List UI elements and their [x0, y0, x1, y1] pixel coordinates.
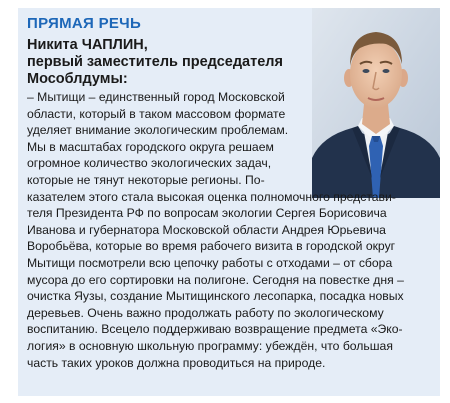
quote-text: [27, 89, 439, 371]
quote-line: теля Президента РФ по вопросам экологии Сергея Борисовича: [27, 206, 387, 221]
quote-line: деревьев. Очень важно продолжать работу по экологическому: [27, 305, 384, 320]
quote-line: воспитанию. Всецело поддерживаю возвращение предмета «Эко-: [27, 322, 403, 337]
quote-line: Воробьёва, которые во время рабочего визита в городской округ: [27, 239, 396, 254]
quote-line: уделяет внимание экологическим проблемам.: [27, 123, 289, 138]
quote-line: мусора до его сортировки на полигоне. Сегодня на повестке дня –: [27, 272, 404, 287]
author-name: Никита ЧАПЛИН,: [27, 37, 148, 53]
quote-line: огромное количество экологических задач,: [27, 156, 272, 171]
quote-line: которые не тянут некоторые регионы. По-: [27, 172, 265, 187]
page-edge-strip: [0, 0, 10, 403]
author-position: первый заместитель председателя: [27, 54, 283, 70]
direct-speech-box: [18, 8, 440, 396]
author-organization: Мособлдумы:: [27, 71, 128, 87]
quote-line: Мы в масштабах городского округа решаем: [27, 139, 274, 154]
rubric-title: ПРЯМАЯ РЕЧЬ: [27, 15, 142, 32]
quote-line: области, который в таком массовом формате: [27, 106, 286, 121]
author-caption: [27, 37, 317, 88]
quote-line: казателем этого стала высокая оценка полномочного представи-: [27, 189, 396, 204]
quote-line: Мытищи посмотрели всю цепочку работы с отходами – от сбора: [27, 255, 393, 270]
quote-line: часть таких уроков должна проводиться на природе.: [27, 355, 326, 370]
quote-line: очистка Яузы, создание Мытищинского лесопарка, посадка новых: [27, 289, 404, 304]
quote-line: Иванова и губернатора Московской области Андрея Юрьевича: [27, 222, 386, 237]
quote-line: – Мытищи – единственный город Московской: [27, 90, 285, 104]
quote-line: логия» в основную школьную программу: убеждён, что большая: [27, 338, 393, 353]
